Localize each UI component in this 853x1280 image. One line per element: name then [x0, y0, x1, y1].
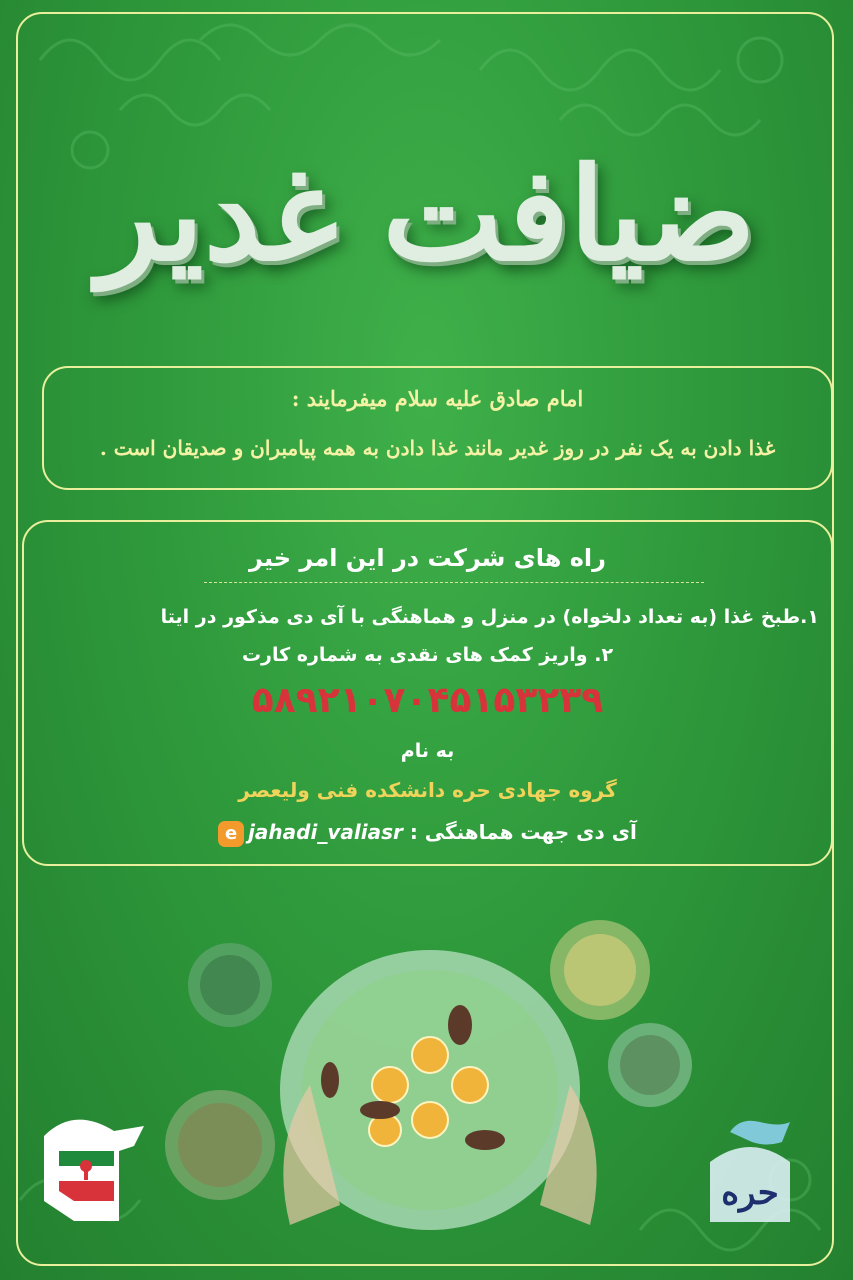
eitaa-icon: e — [218, 821, 244, 847]
name-label: به نام — [400, 740, 455, 762]
option-cook-food: ۱.طبخ غذا (به تعداد دلخواه) در منزل و هماهنگی با آی دی مذکور در ایتا — [160, 606, 819, 628]
divider — [204, 582, 704, 583]
participation-heading: راه های شرکت در این امر خیر — [249, 544, 606, 572]
option-donate: ۲. واریز کمک های نقدی به شماره کارت — [241, 644, 614, 666]
poster-title: ضیافت غدیر — [97, 140, 756, 290]
id-label: آی دی جهت هماهنگی : — [409, 820, 637, 844]
card-number: ۵۸۹۲۱۰۷۰۴۵۱۵۳۲۳۹ — [251, 680, 604, 721]
participation-box — [22, 520, 833, 866]
food-platter-illustration — [130, 915, 750, 1280]
coordination-id — [24, 820, 831, 847]
hadith-box — [42, 366, 833, 490]
horre-logo — [690, 1112, 810, 1232]
hadith-heading: امام صادق علیه سلام میفرمایند : — [291, 386, 584, 411]
left-logo — [34, 1106, 154, 1226]
id-handle: jahadi_valiasr — [248, 820, 403, 844]
svg-text:حره: حره — [721, 1173, 779, 1213]
hadith-text: غذا دادن به یک نفر در روز غدیر مانند غذا دادن به همه پیامبران و صدیقان است . — [99, 436, 776, 460]
group-name: گروه جهادی حره دانشکده فنی ولیعصر — [238, 778, 617, 802]
